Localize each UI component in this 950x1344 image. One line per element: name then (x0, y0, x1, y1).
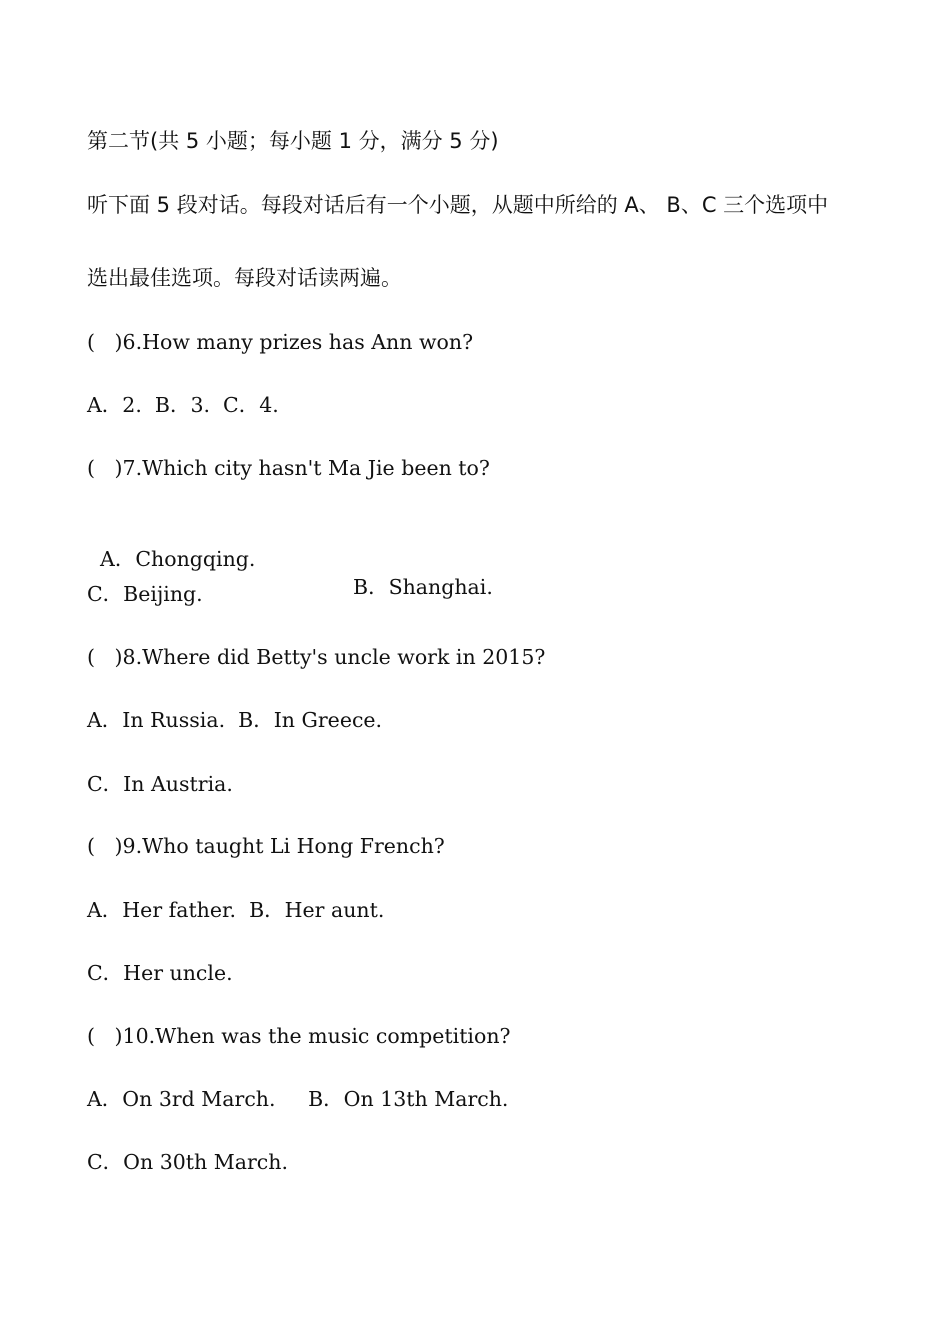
section-heading: 第二节(共 5 小题；每小题 1 分，满分 5 分) (87, 129, 499, 153)
question-9-stem: ( )9.Who taught Li Hong French? (87, 834, 445, 858)
instruction-line-1: 听下面 5 段对话。每段对话后有一个小题，从题中所给的 A、 B、C 三个选项中 (87, 193, 829, 217)
question-8-options: A．In Russia. B．In Greece. (87, 708, 383, 732)
instruction-line-2: 选出最佳选项。每段对话读两遍。 (87, 266, 402, 290)
question-10-options: A．On 3rd March. B．On 13th March. (87, 1087, 509, 1111)
question-6-stem: ( )6.How many prizes has Ann won? (87, 330, 474, 354)
question-10-option-c: C．On 30th March. (87, 1150, 288, 1174)
question-10-stem: ( )10.When was the music competition? (87, 1024, 511, 1048)
question-8-option-c: C．In Austria. (87, 772, 233, 796)
question-9-options: A．Her father. B．Her aunt. (87, 898, 385, 922)
question-9-option-c: C．Her uncle. (87, 961, 233, 985)
question-7-stem: ( )7.Which city hasn't Ma Jie been to? (87, 456, 490, 480)
question-8-stem: ( )8.Where did Betty's uncle work in 2015? (87, 645, 546, 669)
question-7-option-a: A．Chongqing. (100, 547, 256, 571)
question-7-option-b: B．Shanghai. (353, 575, 493, 599)
question-6-options: A．2. B．3. C．4. (87, 393, 279, 417)
question-7-option-c: C．Beijing. (87, 582, 203, 606)
